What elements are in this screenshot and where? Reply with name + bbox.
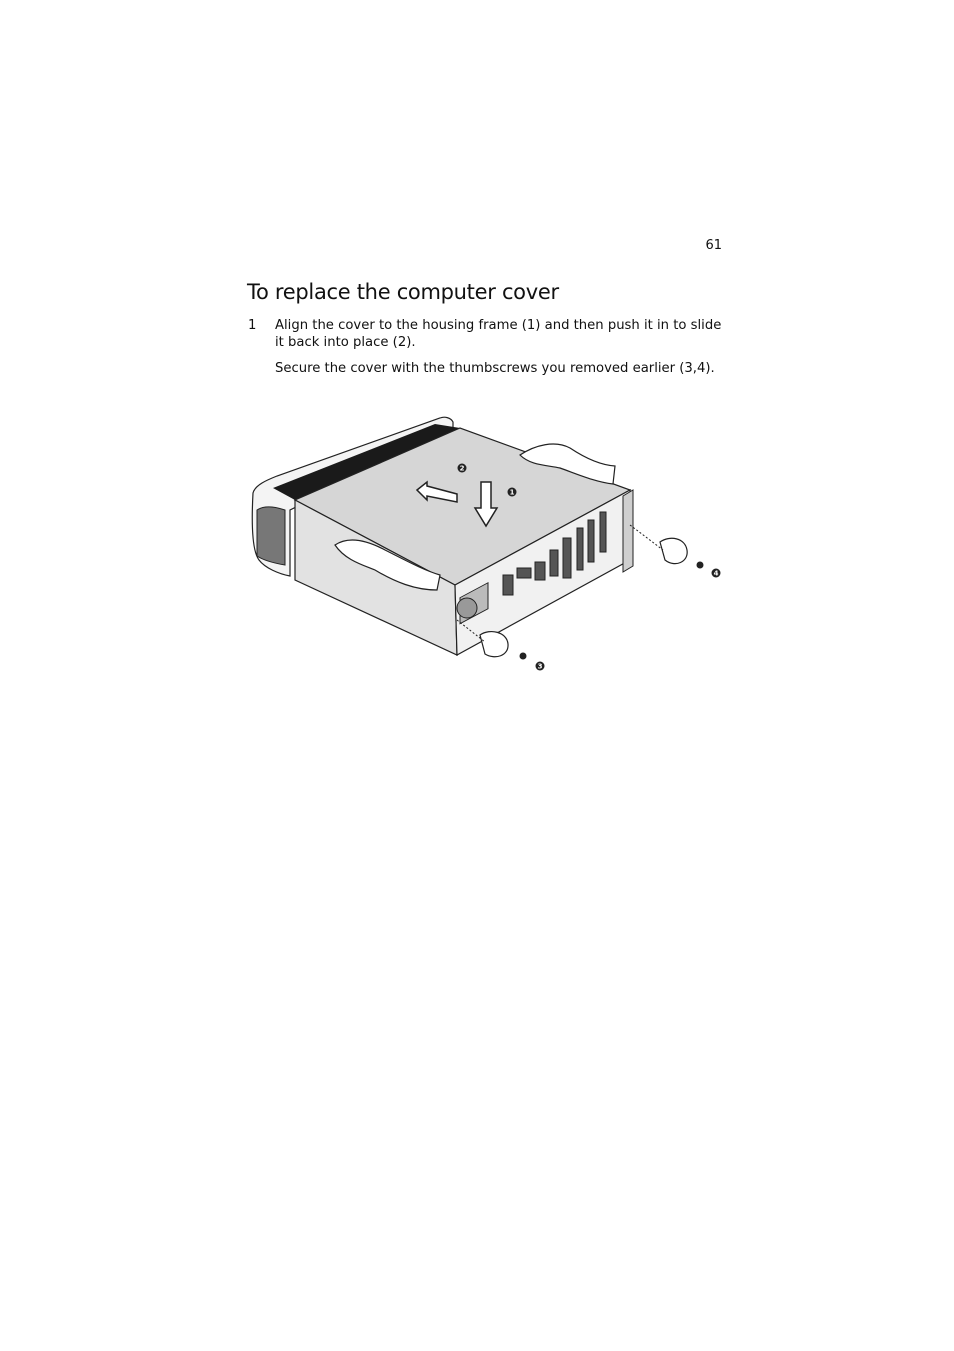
fan-icon <box>457 598 477 618</box>
callout-2 <box>458 464 467 473</box>
callout-1-label: 1 <box>509 488 515 497</box>
callout-3-label: 3 <box>537 662 543 671</box>
step-note: Secure the cover with the thumbscrews you removed earlier (3,4). <box>275 361 715 376</box>
rear-flange <box>623 490 633 572</box>
step-text: Align the cover to the housing frame (1) and then push it in to slide it back into place (2). <box>275 318 722 350</box>
step-number: 1 <box>248 318 257 333</box>
callout-1 <box>508 488 517 497</box>
callout-3 <box>536 662 545 671</box>
callout-2-label: 2 <box>459 464 465 473</box>
section-title: To replace the computer cover <box>247 280 559 304</box>
computer-cover-illustration <box>245 410 735 680</box>
front-grille <box>257 507 285 565</box>
page-number: 61 <box>705 238 722 253</box>
callout-4-label: 4 <box>713 569 719 578</box>
callout-4 <box>712 569 721 578</box>
thumbscrew-right <box>630 525 703 568</box>
